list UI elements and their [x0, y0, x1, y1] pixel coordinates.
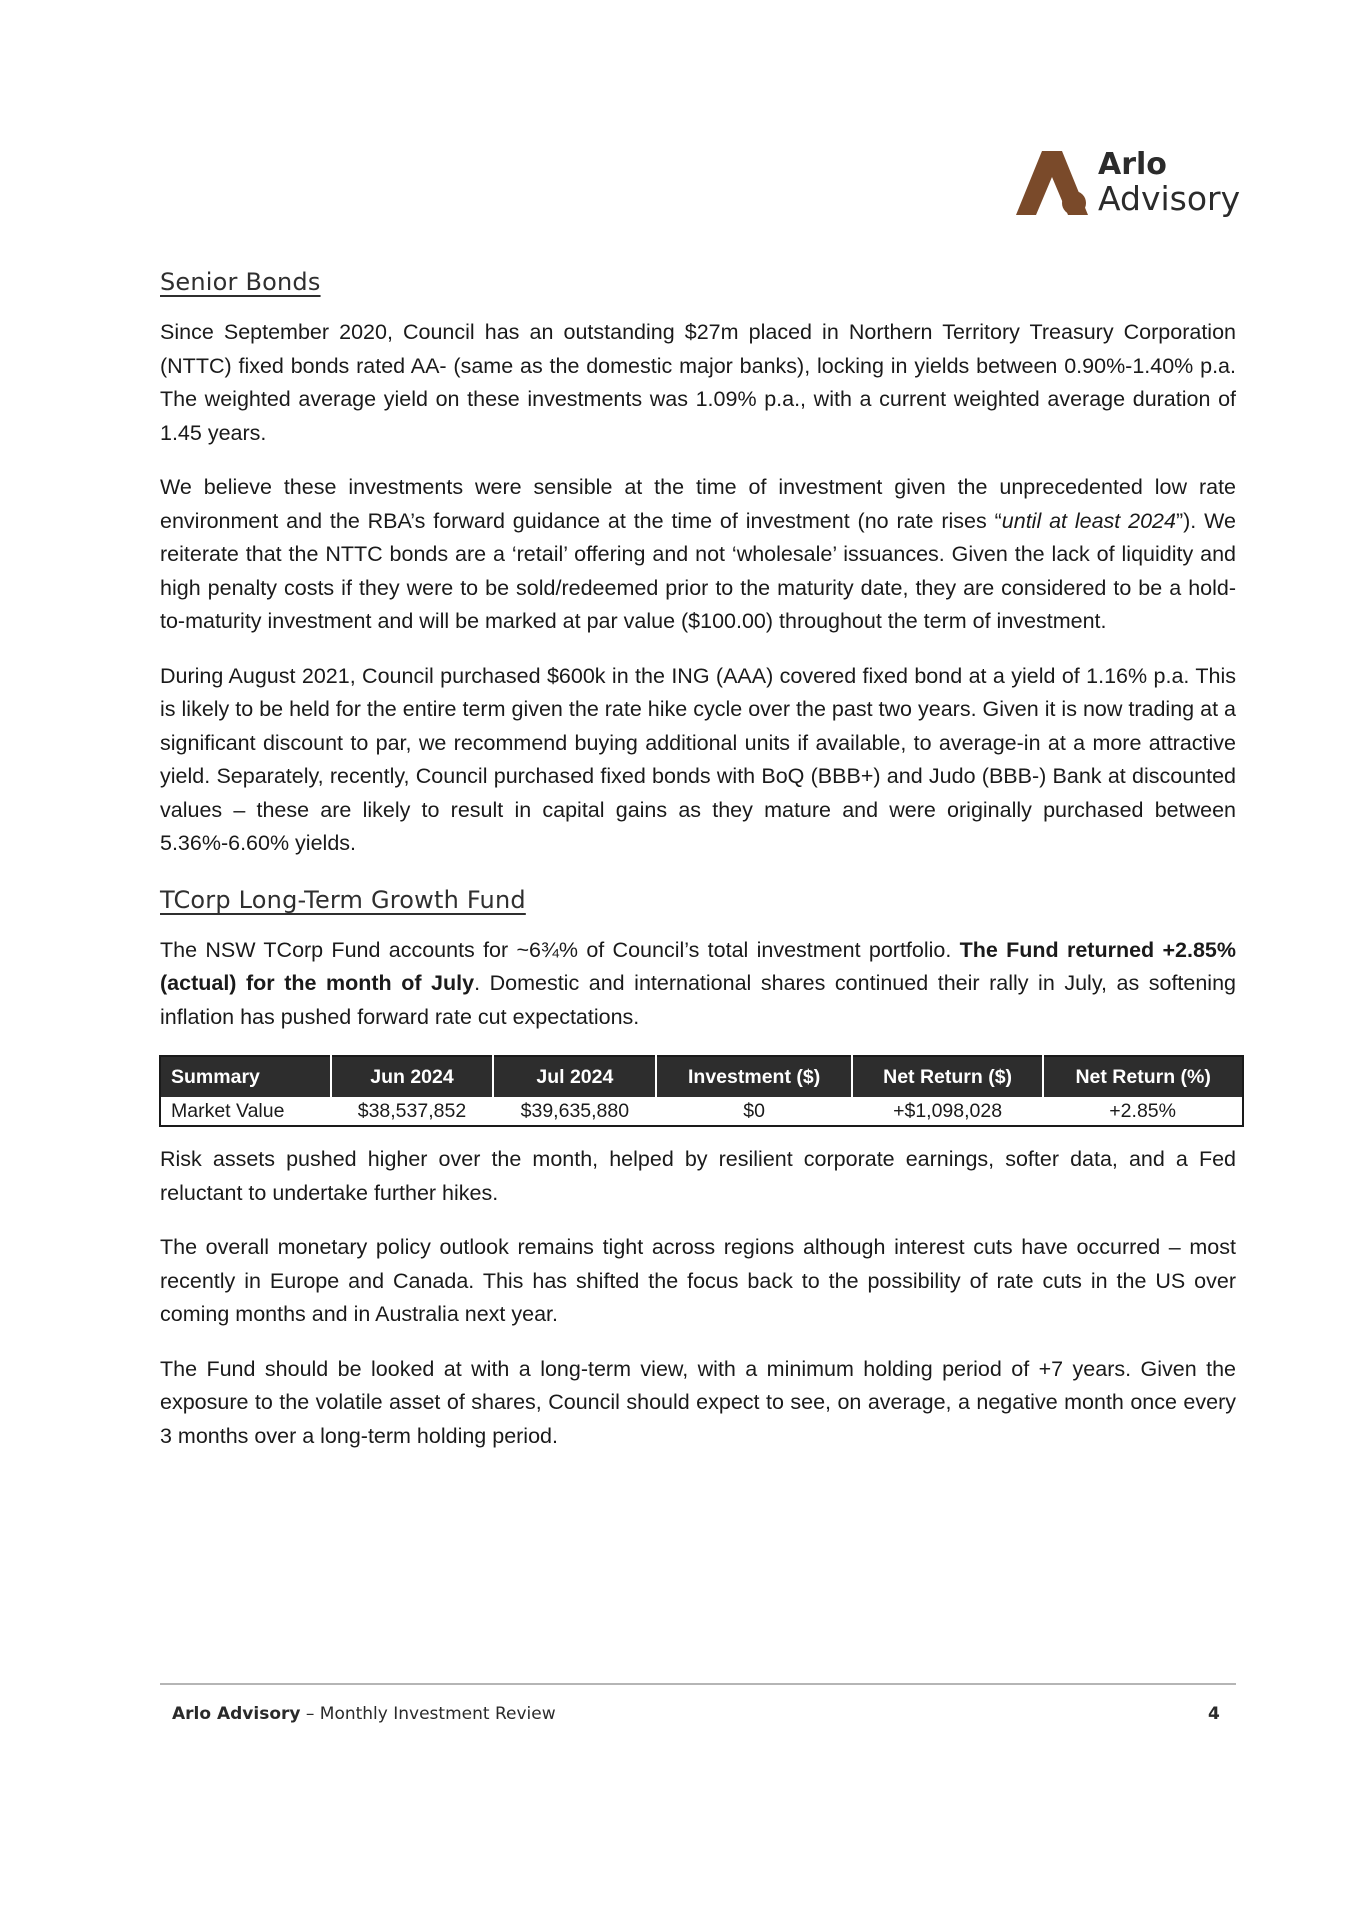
tcorp-paragraph-1: [160, 934, 1236, 1035]
table-cell: +2.85%: [1109, 1099, 1176, 1122]
table-cell: $39,635,880: [520, 1099, 630, 1122]
main-content: [160, 268, 1236, 1474]
tcorp-p1-text-b: . Domestic and international shares continued their rally in July, as softening inflation has pushed forward rate cut expectations.: [160, 971, 1237, 1029]
logo-line2: Advisory: [1098, 178, 1241, 218]
table-header-cell: Investment ($): [656, 1056, 852, 1097]
table-cell: Market Value: [171, 1099, 285, 1122]
table-cell: $0: [743, 1099, 765, 1122]
table-header-cell: Jun 2024: [331, 1056, 494, 1097]
table-cell: +$1,098,028: [893, 1099, 1003, 1122]
senior-bonds-heading: Senior Bonds: [160, 268, 321, 296]
tcorp-summary-table: [159, 1055, 1244, 1127]
table-header-cell: Jul 2024: [493, 1056, 656, 1097]
arlo-advisory-logo: [1012, 142, 1242, 222]
footer-title: [172, 1704, 556, 1724]
tcorp-paragraph-4: The Fund should be looked at with a long-term view, with a minimum holding period of +7 years. Given the exposure to the volatile asset of shares, Council should expect to see, on average, a negative month once every 3 months over a long-term holding period.: [160, 1356, 1236, 1448]
tcorp-paragraph-3: The overall monetary policy outlook remains tight across regions although interest cuts have occurred – most recently in Europe and Canada. This has shifted the focus back to the possibility of rate cuts in the US over coming months and in Australia next year.: [160, 1235, 1236, 1326]
logo-text: [1098, 146, 1241, 218]
tcorp-p1-bold: The Fund returned +2.85% (actual) for the month of July: [160, 937, 1236, 995]
senior-bonds-paragraph-3: During August 2021, Council purchased $600k in the ING (AAA) covered fixed bond at a yield of 1.16% p.a. This is likely to be held for the entire term given the rate hike cycle over the past two years. Given it is now trading at a significant discount to par, we recommend buying additional units if available, to average-in at a more attractive yield. Separately, recently, Council purchased fixed bonds with BoQ (BBB+) and Judo (BBB-) Bank at discounted values – these are likely to result in capital gains as they mature and were originally purchased between 5.36%-6.60% yields.: [160, 663, 1236, 855]
page-number: 4: [1208, 1704, 1220, 1724]
senior-bonds-paragraph-2: [160, 471, 1236, 639]
logo-line1: Arlo: [1098, 146, 1167, 182]
table-header-cell: Net Return (%): [1043, 1056, 1243, 1097]
p2-text-b: ”). We reiterate that the NTTC bonds are a ‘retail’ offering and not ‘wholesale’ issuances. Given the lack of liquidity and high penalty costs if they were to be sold/redeemed prior to the maturity date, they are considered to be a hold-to-maturity investment and will be marked at par value ($100.00) throughout the term of investment.: [160, 508, 1236, 633]
senior-bonds-paragraph-1: Since September 2020, Council has an outstanding $27m placed in Northern Territory Treasury Corporation (NTTC) fixed bonds rated AA- (same as the domestic major banks), locking in yields between 0.90%-1.40% p.a. The weighted average yield on these investments was 1.09% p.a., with a current weighted average duration of 1.45 years.: [160, 320, 1236, 445]
arlo-logo-mark-icon: [1012, 145, 1096, 219]
table-header-cell: Net Return ($): [852, 1056, 1043, 1097]
table-row: [160, 1097, 1243, 1126]
table-cell: $38,537,852: [357, 1099, 467, 1122]
footer-divider: [160, 1683, 1236, 1685]
tcorp-p1-text-a: The NSW TCorp Fund accounts for ~6¾% of Council’s total investment portfolio.: [160, 937, 960, 962]
table-header-cell: Summary: [160, 1056, 331, 1097]
p2-italic-quote: until at least 2024: [1001, 508, 1176, 533]
tcorp-heading: TCorp Long-Term Growth Fund: [160, 885, 526, 914]
footer-subtitle: – Monthly Investment Review: [300, 1704, 556, 1724]
footer-brand: Arlo Advisory: [172, 1704, 301, 1724]
tcorp-paragraph-2: Risk assets pushed higher over the month, helped by resilient corporate earnings, softer data, and a Fed reluctant to undertake further hikes.: [160, 1147, 1236, 1205]
p2-text-a: We believe these investments were sensible at the time of investment given the unprecedented low rate environment and the RBA’s forward guidance at the time of investment (no rate rises “: [160, 475, 1236, 533]
table-header-row: [160, 1056, 1243, 1097]
